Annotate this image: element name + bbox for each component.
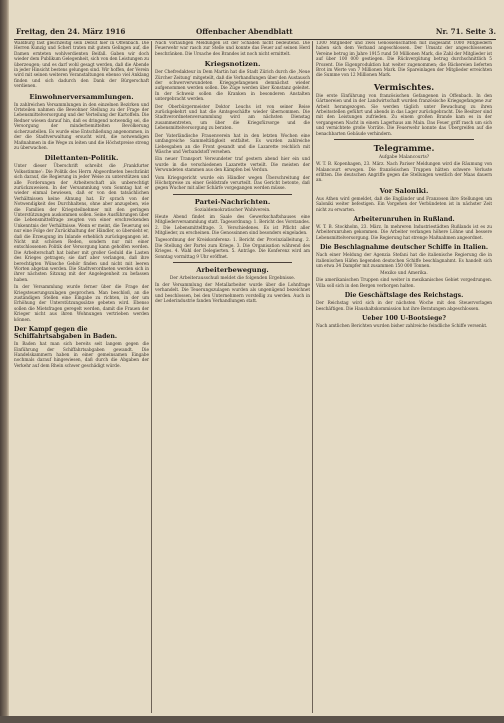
article-heading: Dilettanten-Politik. <box>44 154 119 163</box>
article-heading: Partei-Nachrichten. <box>194 197 271 206</box>
article-text: W. T. B. Kopenhagen, 23. März. Nach Pariser Meldungen wird die Räumung von Malancourt erwogen. Die französischen Truppen hätten schwere Verluste erlitten. Die deutschen Angriffe gegen die Stellungen westlich der Maas dauern an. <box>316 162 492 184</box>
article-heading: Vermischtes. <box>373 81 435 92</box>
article-text: In der Versammlung wurde ferner über die Frage der Kriegsteuerungszulagen gesprochen. Man beschloß, an die zuständigen Stellen eine Eingabe zu richten, in der um Erhöhung der Unterstützungssätze gebeten wird. Ebenso sollen die Mietsfragen geregelt werden, damit die Frauen der Krieger nicht aus ihren Wohnungen vertrieben werden können. <box>14 285 149 323</box>
article-text: Nach einer Meldung der Agenzia Stefani hat die italienische Regierung die in italienischen Häfen liegenden deutschen Schiffe beschlagnahmt. Es handelt sich um etwa 34 Dampfer mit zusammen 150 000 Tonnen. <box>316 253 492 269</box>
header-rule <box>14 39 496 40</box>
article-text: 1300 Mitglieder und zwei Genossenschaften mit insgesamt 1000 Mitgliedern haben sich dem Verband angeschlossen. Der Umsatz der angeschlossenen Vereine betrug im Jahre 1915 rund 50 Millionen Mark, die Zahl der Mitglieder ist auf über 100 000 gestiegen. Die Rückvergütung betrug durchschnittlich 5 Prozent. Die Eigenproduktion hat weiter zugenommen; die Bäckereien lieferten Brot im Werte von 7 Millionen Mark. Die Spareinlagen der Mitglieder erreichten die Summe von 12 Millionen Mark. <box>316 41 492 79</box>
article-text: Waldburg fast gleichzeitig sein Debut hier in Offenbach. Die Herren Kunzig und Scherl traten mit gutem Gelingen auf, die Damen ernteten wohlverdienten Beifall. Gaben wir doch wieder dem Publikum Gelegenheit, sich von den Leistungen zu überzeugen; und es darf wohl gesagt werden, daß die Abende in jeder Hinsicht bestens gelungen sind. Wir hoffen, der Verein wird mit seinen weiteren Veranstaltungen ebenso viel Anklang finden und sich dadurch den Dank der Bürgerschaft verdienen. <box>14 41 149 90</box>
article-heading: Arbeiterbewegung. <box>196 266 269 274</box>
article-heading: Arbeiterunruhen in Rußland. <box>353 215 455 223</box>
article-text: Nach amtlichen Berichten wurden bisher zahlreiche feindliche Schiffe versenkt. <box>316 324 488 329</box>
article-text: Unter dieser Überschrift schreibt die ‚Frankfurter Volksstimme‘: Die Politik des Herrn Abgeordneten beschränkt sich darauf, die Regierung in jeder Weise zu unterstützen und alle Forderungen der Arbeiterschaft als unberechtigt zurückzuweisen. In der Versammlung vom Sonntag hat er wieder einmal bewiesen, daß er von den tatsächlichen Verhältnissen keine Ahnung hat. Er sprach von der Notwendigkeit des Durchhaltens, ohne aber anzugeben, wie die Familien der Kriegsteilnehmer mit den geringen Unterstützungen auskommen sollen. Seine Ausführungen über die Lebensmittelfrage zeugten von einer erschreckenden Unkenntnis der Verhältnisse. Wenn er meint, die Teuerung sei nur eine Folge der Zurückhaltung der Händler, so übersieht er, daß die Erzeugung im Inlande erheblich zurückgegangen ist. Nicht mit schönen Reden, sondern nur mit einer entschlossenen Politik der Versorgung kann geholfen werden. Die Arbeiterschaft hat bisher mit großer Geduld die Lasten des Krieges getragen; sie darf aber verlangen, daß ihre berechtigten Wünsche Gehör finden und nicht mit leeren Worten abgetan werden. Die Stadtverordneten werden sich in ihrer nächsten Sitzung mit der Angelegenheit zu befassen haben. <box>14 164 149 283</box>
article-subheading: Aufgabe Malancourts? <box>378 155 430 161</box>
article-text: Der Reichstag wird sich in der nächsten Woche mit den Steuervorlagen beschäftigen. Die Haushaltskommission hat ihre Beratungen abgeschlossen. <box>316 301 492 312</box>
article-text: Ein neuer Transport Verwundeter traf gestern abend hier ein und wurde in die verschiedenen Lazarette verteilt. Die meisten der Verwundeten stammen aus den Kämpfen bei Verdun. <box>155 157 310 174</box>
article-text: Aus Athen wird gemeldet, daß die Engländer und Franzosen ihre Stellungen um Saloniki weiter befestigen. Ein Vorgehen der Verbündeten ist in nächster Zeit nicht zu erwarten. <box>316 196 492 213</box>
article-heading: Die Geschäftslage des Reichstags. <box>344 292 464 300</box>
article-text: In der Versammlung der Metallarbeiter wurde über die Lohnfrage verhandelt. Die Teuerungszulagen wurden als ungenügend bezeichnet und beschlossen, bei den Unternehmern vorstellig zu werden. Auch in der Lederindustrie fanden Verhandlungen statt. <box>155 283 310 305</box>
article-text: W. T. B. Stockholm, 23. März. In mehreren Industriestädten Rußlands ist es zu Arbeiterunruhen gekommen. Die Arbeiter verlangen höhere Löhne und bessere Lebensmittelversorgung. Die Regierung hat strenge Maßnahmen angeordnet. <box>316 224 492 241</box>
binding-spine <box>0 0 9 723</box>
article-heading: Ueber 100 U-Bootsiege? <box>362 315 446 322</box>
article-text: Heute Abend findet im Saale des Gewerkschaftshauses eine Mitgliederversammlung statt. Tagesordnung: 1. Bericht des Vorstandes. 2. Die Lebensmittelfrage. 3. Verschiedenes. Es ist Pflicht aller Mitglieder, zu erscheinen. Die Genossinnen sind besonders eingeladen. <box>155 214 310 236</box>
column-2 <box>155 41 310 713</box>
section-separator <box>173 262 292 263</box>
article-heading: Einwohnerversammlungen. <box>29 92 134 101</box>
article-heading: Der Kampf gegen die Schiffahrtsabgaben in Baden. <box>14 326 118 341</box>
article-text: Der Chefredakteur in Dem Martin hat die Stadt Zürich durch die ‚Neue Zürcher Zeitung‘ mitgeteilt, daß die Verhandlungen über den Austausch der schwerverwundeten Kriegsgefangenen demnächst wieder aufgenommen werden sollen. Die Züge werden über Konstanz geleitet. In der Schweiz sollen die Kranken in besonderen Anstalten untergebracht werden. <box>155 70 310 103</box>
header-date: Freitag, den 24. März 1916 <box>16 27 126 36</box>
article-text: Vom Kriegsgericht wurde ein Händler wegen Überschreitung der Höchstpreise zu einer Geldstrafe verurteilt. Das Gericht betonte, daß gegen Wucher mit aller Schärfe vorgegangen werden müsse. <box>155 175 310 192</box>
column-3 <box>316 41 492 713</box>
scan-bottom-edge <box>0 716 504 723</box>
article-subheading: Mexiko und Amerika. <box>380 271 428 277</box>
article-text: In zahlreichen Versammlungen in den einzelnen Bezirken und Ortsteilen nahmen die Bewohner Stellung zu der Frage der Lebensmittelversorgung und der Verteilung der Kartoffeln. Die Redner wiesen darauf hin, daß es dringend notwendig sei, die Versorgung der minderbemittelten Bevölkerung sicherzustellen. Es wurde eine Entschließung angenommen, in der die Stadtverwaltung ersucht wird, die notwendigen Maßnahmen in die Wege zu leiten und die Höchstpreise streng zu überwachen. <box>14 102 149 151</box>
article-text: Der Vaterländische Frauenverein hat in den letzten Wochen eine umfangreiche Sammeltätigkeit entfaltet. Es wurden zahlreiche Liebesgaben an die Front gesandt und die Lazarette reichlich mit Wäsche und Verbandstoff versehen. <box>155 133 310 155</box>
article-subheading: Sozialdemokratischer Wahlverein. <box>194 207 271 213</box>
article-heading: Die Beschlagnahme deutscher Schiffe in Italien. <box>319 244 489 252</box>
article-subheading: Der Arbeiterausschuß meldet die folgenden Ergebnisse. <box>169 276 296 281</box>
article-text: Der Oberbürgermeister Doktor Leuchs ist von seiner Reise zurückgekehrt und hat die Amtsgeschäfte wieder übernommen. Die Stadtverordnetenversammlung wird am nächsten Dienstag zusammentreten, um über die Kriegsfürsorge und die Lebensmittelversorgung zu beraten. <box>155 104 310 132</box>
header-paper-title: Offenbacher Abendblatt <box>196 27 293 36</box>
article-text: Tagesordnung der Kreiskonferenz: 1. Bericht der Provinzialleitung. 2. Die Stellung der Partei zum Kriege. 3. Die Organisation während des Krieges. 4. Wahl der Delegierten. 5. Anträge. Die Konferenz wird am Sonntag vormittag 9 Uhr eröffnet. <box>155 238 310 260</box>
column-divider <box>151 41 152 713</box>
column-divider <box>312 41 313 713</box>
article-text: Die amerikanischen Truppen sind weiter in mexikanisches Gebiet vorgedrungen. Villa soll sich in den Bergen verborgen halten. <box>316 278 492 289</box>
article-text: Nach vorläufigen Meldungen ist der Schaden nicht bedeutend. Die Feuerwehr war rasch zur Stelle und konnte das Feuer auf seinen Herd beschränken. Die Ursache des Brandes ist noch nicht ermittelt. <box>155 41 310 57</box>
section-separator <box>334 139 474 140</box>
column-1 <box>14 41 149 713</box>
article-text: In Baden hat man sich bereits seit langem gegen die Einführung der Schiffahrtsabgaben gewandt. Die Handelskammern haben in einer gemeinsamen Eingabe nochmals darauf hingewiesen, daß durch die Abgaben der Verkehr auf dem Rhein schwer geschädigt würde. <box>14 342 149 369</box>
page-header <box>16 27 496 39</box>
section-separator <box>173 194 292 195</box>
header-page-number: Nr. 71. Seite 3. <box>435 27 496 36</box>
article-heading: Kriegsnotizen. <box>204 60 261 69</box>
article-text: Die erste Einführung von französischen Gefangenen in Offenbach. In den Gärtnereien und in der Landwirtschaft wurden französische Kriegsgefangene zur Arbeit herangezogen. Sie werden täglich unter Bewachung zu ihren Arbeitsstellen geführt und abends in das Lager zurückgebracht. Die Besitzer sind mit den Leistungen zufrieden. Zu einem großen Brande kam es in der vergangenen Nacht in einem Lagerhaus am Main. Das Feuer griff rasch um sich und vernichtete große Vorräte. Die Feuerwehr konnte das Übergreifen auf die benachbarten Gebäude verhindern. <box>316 93 492 137</box>
article-heading: Vor Saloniki. <box>379 186 429 195</box>
article-heading: Telegramme. <box>373 143 435 154</box>
